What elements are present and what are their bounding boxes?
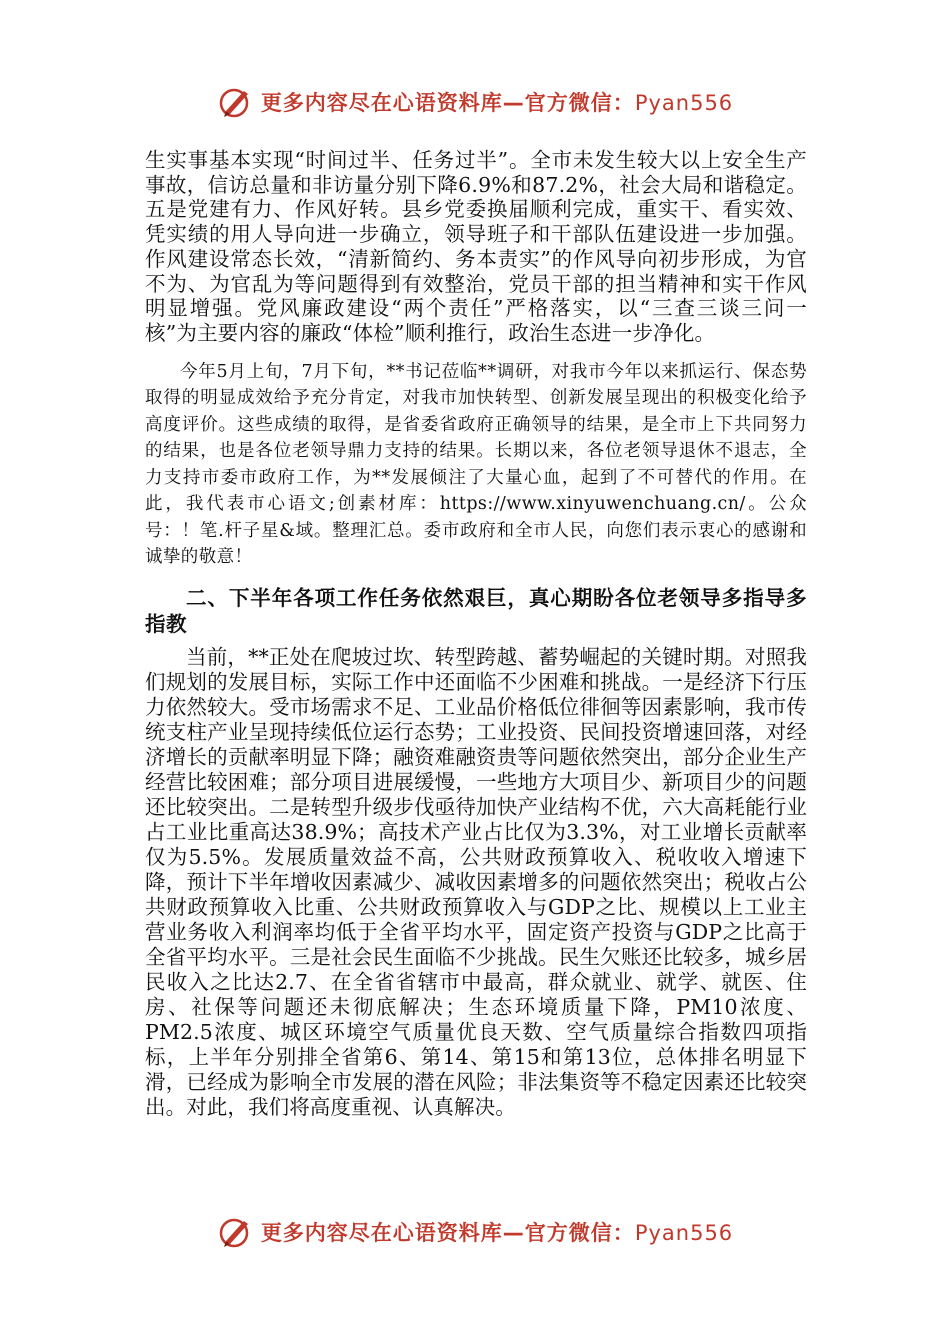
pen-circle-logo-icon <box>217 1214 253 1250</box>
body-paragraph: 当前，**正处在爬坡过坎、转型跨越、蓄势崛起的关键时期。对照我们规划的发展目标，实际工作中还面临不少困难和挑战。一是经济下行压力依然较大。受市场需求不足、工业品价格低位徘徊等因素影响，我市传统支柱产业呈现持续低位运行态势；工业投资、民间投资增速回落，对经济增长的贡献率明显下降；融资难融资贵等问题依然突出，部分企业生产经营比较困难；部分项目进展缓慢，一些地方大项目少、新项目少的问题还比较突出。二是转型升级步伐亟待加快产业结构不优，六大高耗能行业占工业比重高达38.9%；高技术产业占比仅为3.3%，对工业增长贡献率仅为5.5%。发展质量效益不高，公共财政预算收入、税收收入增速下降，预计下半年增收因素减少、减收因素增多的问题依然突出；税收占公共财政预算收入比重、公共财政预算收入与GDP之比、规模以上工业主营业务收入利润率均低于全省平均水平，固定资产投资与GDP之比高于全省平均水平。三是社会民生面临不少挑战。民生欠账还比较多，城乡居民收入之比达2.7、在全省省辖市中最高，群众就业、就学、就医、住房、社保等问题还未彻底解决；生态环境质量下降，PM10浓度、PM2.5浓度、城区环境空气质量优良天数、空气质量综合指数四项指标，上半年分别排全省第6、第14、第15和第13位，总体排名明显下滑，已经成为影响全市发展的潜在风险；非法集资等不稳定因素还比较突出。对此，我们将高度重视、认真解决。 <box>145 644 807 1119</box>
body-paragraph: 今年5月上旬，7月下旬，**书记莅临**调研，对我市今年以来抓运行、保态势取得的明显成效给予充分肯定，对我市加快转型、创新发展呈现出的积极变化给予高度评价。这些成绩的取得，是省委省政府正确领导的结果，是全市上下共同努力的结果，也是各位老领导鼎力支持的结果。长期以来，各位老领导退休不退志，全力支持市委市政府工作，为**发展倾注了大量心血，起到了不可替代的作用。在此，我代表市心语文;创素材库：https://www.xinyuwenchuang.cn/。公众号：！笔.杆子星&域。整理汇总。委市政府和全市人民，向您们表示衷心的感谢和诚挚的敬意！ <box>145 361 807 568</box>
footer-banner-text: 更多内容尽在心语资料库—官方微信：Pyan556 <box>260 1221 734 1245</box>
pen-circle-logo-icon <box>217 84 253 120</box>
body-paragraph: 生实事基本实现“时间过半、任务过半”。全市未发生较大以上安全生产事故，信访总量和非访量分别下降6.9%和87.2%，社会大局和谐稳定。五是党建有力、作风好转。县乡党委换届顺利完成，重实干、看实效、凭实绩的用人导向进一步确立，领导班子和干部队伍建设进一步加强。作风建设常态长效，“清新简约、务本责实”的作风导向初步形成，为官不为、为官乱为等问题得到有效整治，党员干部的担当精神和实干作风明显增强。党风廉政建设“两个责任”严格落实，以“三查三谈三问一核”为主要内容的廉政“体检”顺利推行，政治生态进一步净化。 <box>145 148 807 345</box>
header-banner-text: 更多内容尽在心语资料库—官方微信：Pyan556 <box>260 91 734 115</box>
header-banner <box>0 80 950 124</box>
document-body <box>145 148 807 1120</box>
section-heading: 二、下半年各项工作任务依然艰巨，真心期盼各位老领导多指导多指教 <box>145 585 807 636</box>
footer-banner <box>0 1210 950 1254</box>
